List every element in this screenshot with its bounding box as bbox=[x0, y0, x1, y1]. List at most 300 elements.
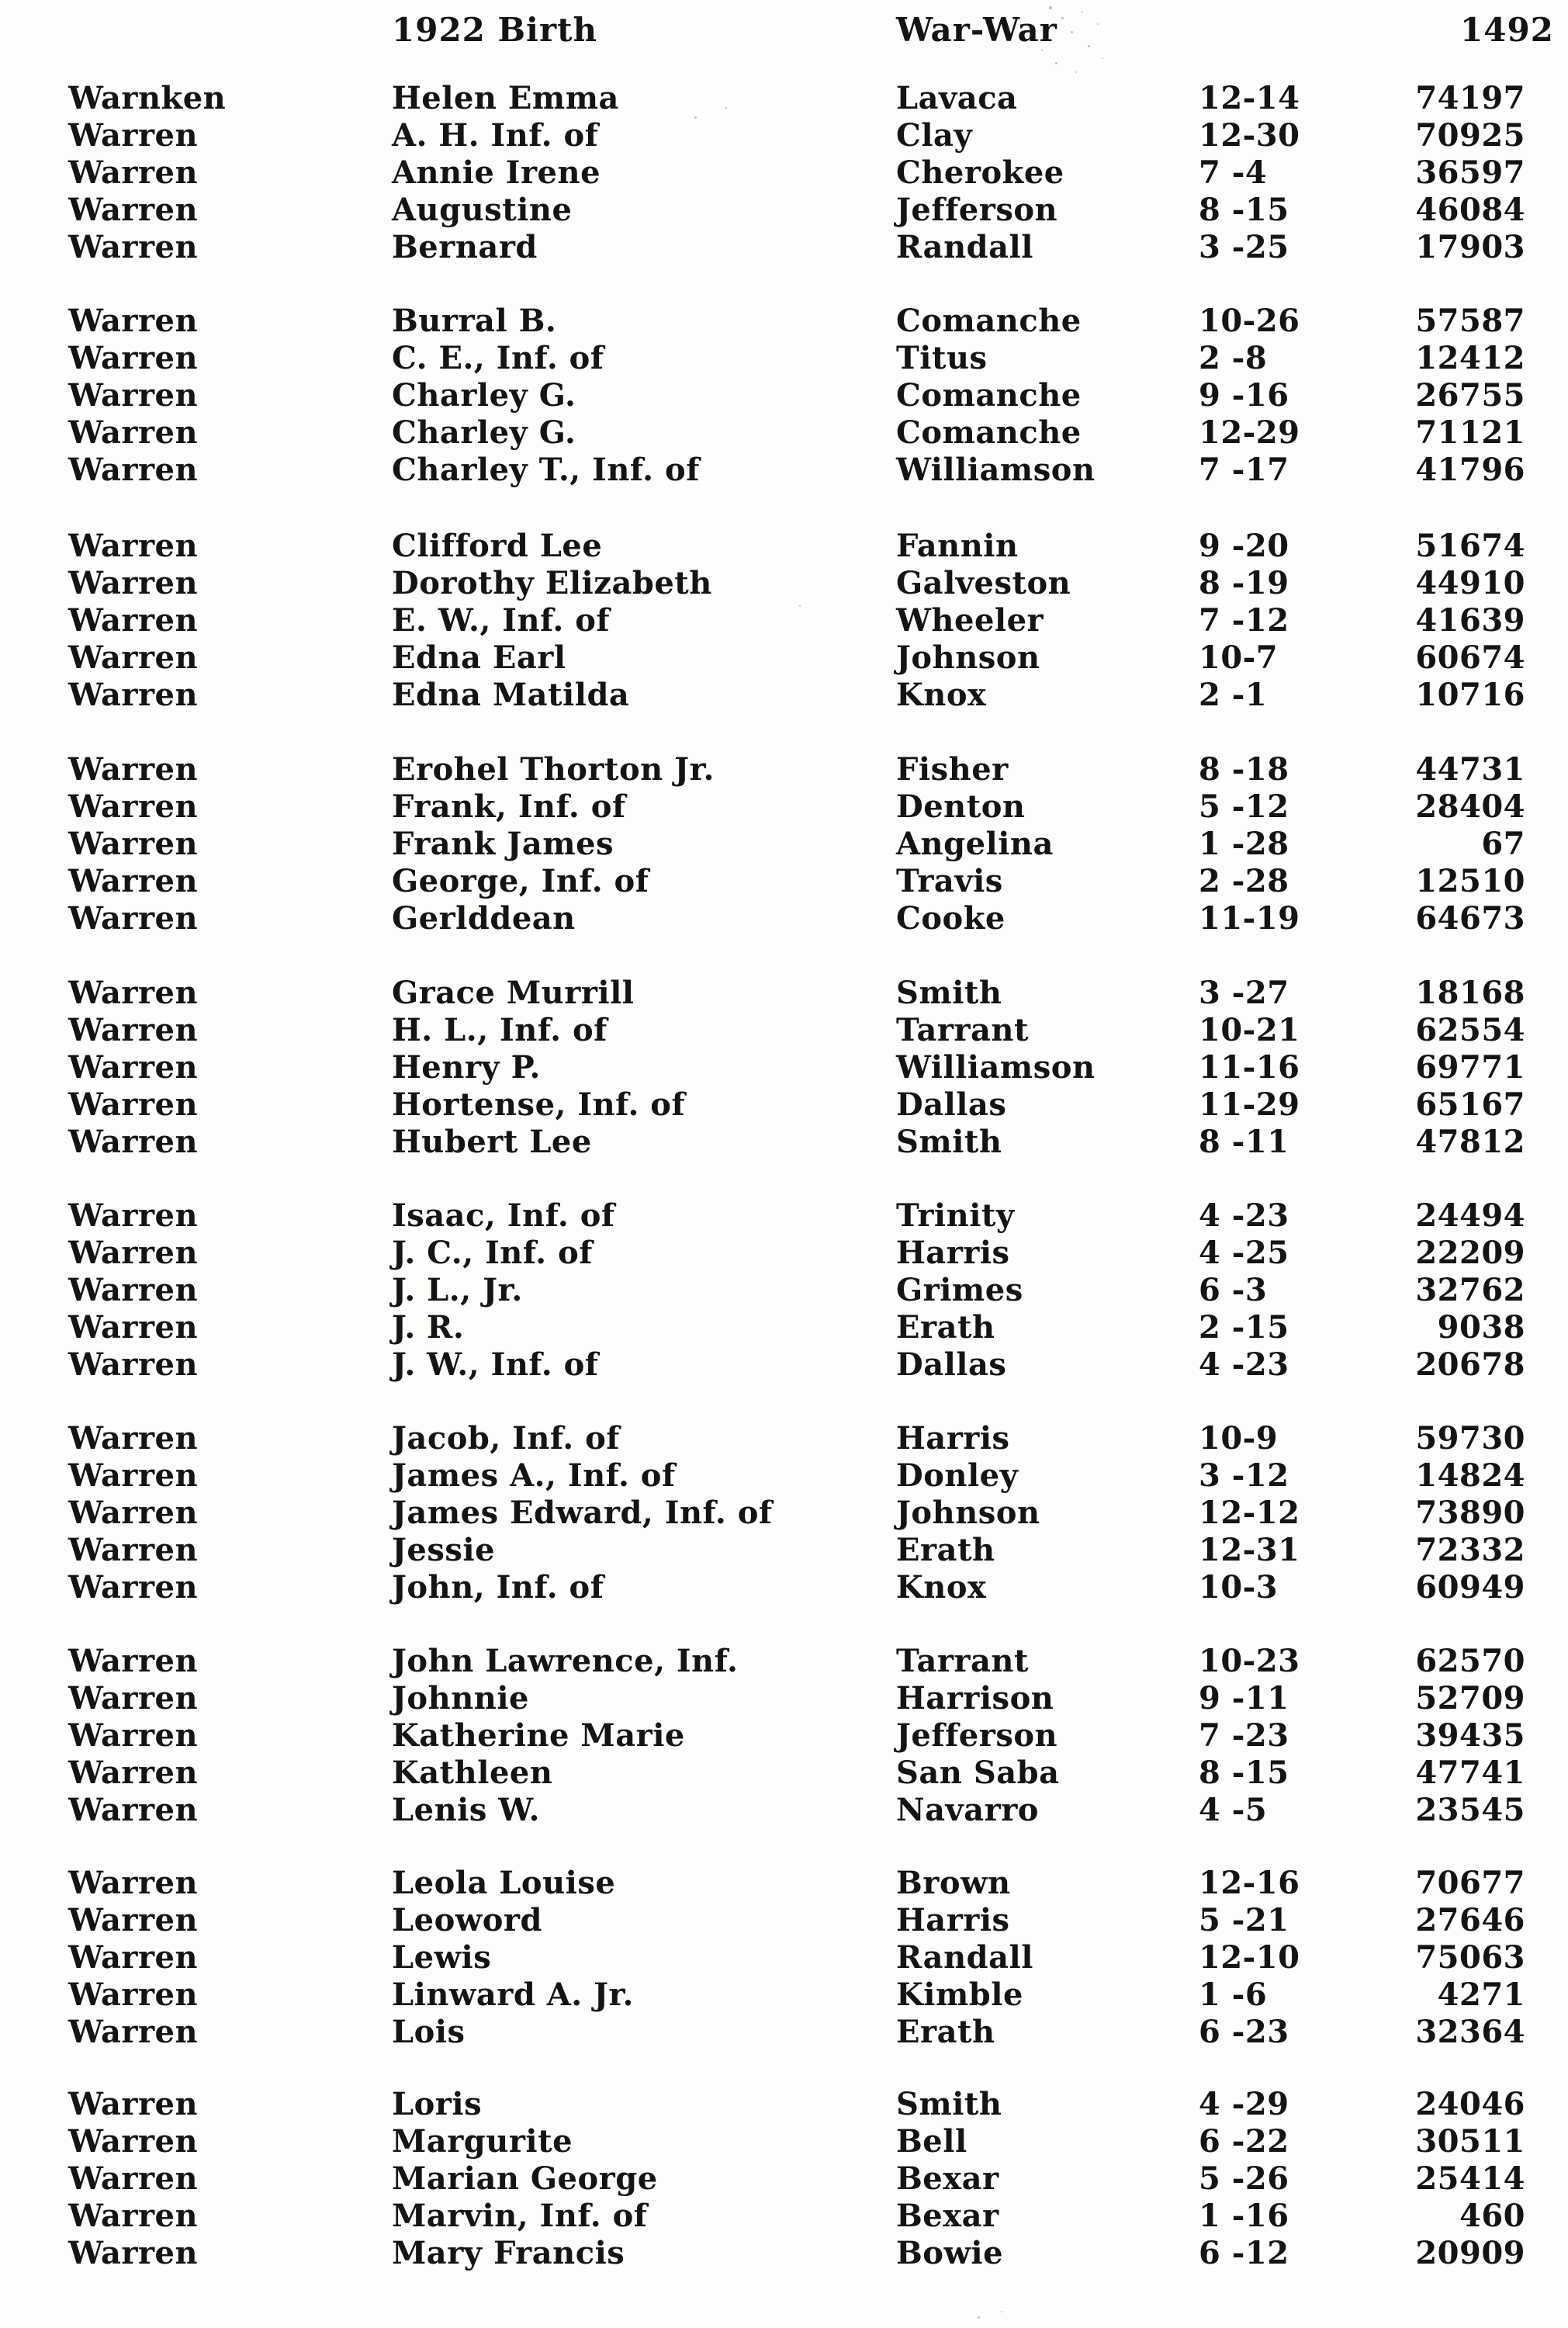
county-cell: Comanche bbox=[896, 414, 1082, 451]
certificate-number-cell: 65167 bbox=[1415, 1086, 1525, 1123]
given-name-cell: H. L., Inf. of bbox=[392, 1012, 607, 1048]
certificate-number-cell: 70925 bbox=[1415, 117, 1525, 154]
county-cell: Wheeler bbox=[896, 602, 1044, 639]
table-row bbox=[0, 565, 1568, 602]
date-cell: 3 -25 bbox=[1199, 229, 1289, 265]
surname-cell: Warren bbox=[68, 1755, 199, 1791]
table-row bbox=[0, 1902, 1568, 1939]
county-cell: Travis bbox=[896, 863, 1003, 899]
given-name-cell: Loris bbox=[392, 2086, 483, 2122]
county-cell: Bexar bbox=[896, 2160, 999, 2197]
given-name-cell: John Lawrence, Inf. bbox=[392, 1643, 739, 1679]
surname-cell: Warren bbox=[68, 1865, 199, 1901]
certificate-number-cell: 30511 bbox=[1415, 2123, 1525, 2160]
surname-cell: Warren bbox=[68, 2123, 199, 2160]
given-name-cell: Kathleen bbox=[392, 1755, 553, 1791]
date-cell: 4 -5 bbox=[1199, 1792, 1268, 1828]
date-cell: 2 -28 bbox=[1199, 863, 1289, 899]
county-cell: Trinity bbox=[896, 1197, 1015, 1234]
county-cell: Smith bbox=[896, 2086, 1002, 2122]
record-group bbox=[0, 1643, 1568, 1829]
table-row bbox=[0, 1124, 1568, 1161]
given-name-cell: Edna Earl bbox=[392, 639, 566, 676]
surname-cell: Warren bbox=[68, 2160, 199, 2197]
certificate-number-cell: 24494 bbox=[1415, 1197, 1525, 1234]
table-row bbox=[0, 414, 1568, 452]
certificate-number-cell: 73890 bbox=[1415, 1495, 1525, 1531]
date-cell: 6 -22 bbox=[1199, 2123, 1289, 2160]
surname-cell: Warnken bbox=[68, 80, 227, 116]
certificate-number-cell: 18168 bbox=[1415, 975, 1525, 1011]
table-row bbox=[0, 528, 1568, 565]
surname-cell: Warren bbox=[68, 229, 199, 265]
surname-cell: Warren bbox=[68, 788, 199, 825]
date-cell: 10-26 bbox=[1199, 303, 1300, 339]
given-name-cell: Hubert Lee bbox=[392, 1124, 592, 1160]
county-cell: Grimes bbox=[896, 1272, 1023, 1308]
certificate-number-cell: 59730 bbox=[1415, 1420, 1525, 1457]
given-name-cell: Helen Emma bbox=[392, 80, 619, 116]
date-cell: 12-12 bbox=[1199, 1495, 1300, 1531]
record-group bbox=[0, 975, 1568, 1161]
table-row bbox=[0, 751, 1568, 788]
county-cell: Bexar bbox=[896, 2198, 999, 2234]
table-row bbox=[0, 154, 1568, 192]
date-cell: 12-10 bbox=[1199, 1939, 1300, 1976]
county-cell: Brown bbox=[896, 1865, 1011, 1901]
county-cell: Angelina bbox=[896, 826, 1054, 862]
record-group bbox=[0, 2086, 1568, 2272]
surname-cell: Warren bbox=[68, 1086, 199, 1123]
surname-cell: Warren bbox=[68, 1012, 199, 1048]
surname-cell: Warren bbox=[68, 1792, 199, 1828]
date-cell: 7 -4 bbox=[1199, 154, 1268, 191]
certificate-number-cell: 46084 bbox=[1415, 192, 1525, 228]
date-cell: 7 -23 bbox=[1199, 1717, 1289, 1754]
table-row bbox=[0, 2198, 1568, 2235]
date-cell: 5 -21 bbox=[1199, 1902, 1289, 1938]
date-cell: 3 -12 bbox=[1199, 1457, 1289, 1494]
date-cell: 5 -26 bbox=[1199, 2160, 1289, 2197]
table-row bbox=[0, 303, 1568, 340]
table-row bbox=[0, 788, 1568, 826]
surname-cell: Warren bbox=[68, 1495, 199, 1531]
given-name-cell: Charley T., Inf. of bbox=[392, 452, 700, 488]
given-name-cell: Johnnie bbox=[392, 1680, 529, 1717]
table-row bbox=[0, 377, 1568, 414]
table-row bbox=[0, 2123, 1568, 2160]
county-cell: Kimble bbox=[896, 1976, 1023, 2013]
given-name-cell: Isaac, Inf. of bbox=[392, 1197, 615, 1234]
surname-cell: Warren bbox=[68, 2086, 199, 2122]
table-row bbox=[0, 1569, 1568, 1606]
county-cell: Clay bbox=[896, 117, 973, 154]
certificate-number-cell: 24046 bbox=[1415, 2086, 1525, 2122]
date-cell: 10-7 bbox=[1199, 639, 1279, 676]
table-row bbox=[0, 1792, 1568, 1829]
county-cell: Jefferson bbox=[896, 192, 1058, 228]
record-group bbox=[0, 1420, 1568, 1606]
surname-cell: Warren bbox=[68, 1569, 199, 1606]
certificate-number-cell: 28404 bbox=[1415, 788, 1525, 825]
given-name-cell: Lenis W. bbox=[392, 1792, 540, 1828]
table-row bbox=[0, 1346, 1568, 1384]
date-cell: 4 -23 bbox=[1199, 1197, 1289, 1234]
record-group bbox=[0, 751, 1568, 937]
table-row bbox=[0, 452, 1568, 489]
table-row bbox=[0, 1012, 1568, 1049]
given-name-cell: Mary Francis bbox=[392, 2235, 625, 2271]
date-cell: 6 -3 bbox=[1199, 1272, 1268, 1308]
county-cell: Navarro bbox=[896, 1792, 1039, 1828]
county-cell: Lavaca bbox=[896, 80, 1018, 116]
date-cell: 11-19 bbox=[1199, 900, 1300, 937]
date-cell: 12-29 bbox=[1199, 414, 1300, 451]
surname-cell: Warren bbox=[68, 1643, 199, 1679]
certificate-number-cell: 27646 bbox=[1415, 1902, 1525, 1938]
certificate-number-cell: 60949 bbox=[1415, 1569, 1525, 1606]
table-row bbox=[0, 1272, 1568, 1309]
county-cell: Smith bbox=[896, 975, 1002, 1011]
table-row bbox=[0, 2014, 1568, 2051]
table-row bbox=[0, 863, 1568, 900]
certificate-number-cell: 12412 bbox=[1415, 340, 1525, 376]
date-cell: 10-9 bbox=[1199, 1420, 1279, 1457]
date-cell: 10-21 bbox=[1199, 1012, 1300, 1048]
surname-cell: Warren bbox=[68, 1902, 199, 1938]
county-cell: Harrison bbox=[896, 1680, 1054, 1717]
record-group bbox=[0, 528, 1568, 714]
surname-cell: Warren bbox=[68, 303, 199, 339]
table-row bbox=[0, 1643, 1568, 1680]
record-group bbox=[0, 303, 1568, 489]
certificate-number-cell: 69771 bbox=[1415, 1049, 1525, 1086]
county-cell: Dallas bbox=[896, 1086, 1007, 1123]
surname-cell: Warren bbox=[68, 117, 199, 154]
given-name-cell: Marian George bbox=[392, 2160, 658, 2197]
certificate-number-cell: 72332 bbox=[1415, 1532, 1525, 1568]
surname-cell: Warren bbox=[68, 751, 199, 788]
given-name-cell: Katherine Marie bbox=[392, 1717, 685, 1754]
given-name-cell: Jacob, Inf. of bbox=[392, 1420, 621, 1457]
table-row bbox=[0, 192, 1568, 229]
given-name-cell: Annie Irene bbox=[392, 154, 601, 191]
surname-cell: Warren bbox=[68, 1272, 199, 1308]
given-name-cell: George, Inf. of bbox=[392, 863, 649, 899]
surname-cell: Warren bbox=[68, 1049, 199, 1086]
certificate-number-cell: 57587 bbox=[1415, 303, 1525, 339]
certificate-number-cell: 52709 bbox=[1415, 1680, 1525, 1717]
table-row bbox=[0, 2086, 1568, 2123]
certificate-number-cell: 23545 bbox=[1415, 1792, 1525, 1828]
table-row bbox=[0, 229, 1568, 266]
given-name-cell: Bernard bbox=[392, 229, 538, 265]
surname-cell: Warren bbox=[68, 677, 199, 713]
header-name-range: War-War bbox=[896, 11, 1057, 49]
surname-cell: Warren bbox=[68, 1309, 199, 1346]
date-cell: 12-16 bbox=[1199, 1865, 1300, 1901]
given-name-cell: Leola Louise bbox=[392, 1865, 616, 1901]
county-cell: Cooke bbox=[896, 900, 1006, 937]
surname-cell: Warren bbox=[68, 1235, 199, 1271]
certificate-number-cell: 460 bbox=[1459, 2198, 1525, 2234]
surname-cell: Warren bbox=[68, 900, 199, 937]
table-row bbox=[0, 1680, 1568, 1717]
date-cell: 9 -20 bbox=[1199, 528, 1289, 564]
certificate-number-cell: 64673 bbox=[1415, 900, 1525, 937]
county-cell: Williamson bbox=[896, 1049, 1096, 1086]
given-name-cell: Margurite bbox=[392, 2123, 573, 2160]
table-row bbox=[0, 1976, 1568, 2014]
table-row bbox=[0, 1755, 1568, 1792]
county-cell: Fisher bbox=[896, 751, 1009, 788]
county-cell: Williamson bbox=[896, 452, 1096, 488]
county-cell: Randall bbox=[896, 229, 1033, 265]
certificate-number-cell: 62554 bbox=[1415, 1012, 1525, 1048]
county-cell: Cherokee bbox=[896, 154, 1064, 191]
surname-cell: Warren bbox=[68, 192, 199, 228]
certificate-number-cell: 25414 bbox=[1415, 2160, 1525, 2197]
given-name-cell: Charley G. bbox=[392, 377, 576, 414]
date-cell: 10-23 bbox=[1199, 1643, 1300, 1679]
given-name-cell: Leoword bbox=[392, 1902, 542, 1938]
county-cell: Comanche bbox=[896, 377, 1082, 414]
date-cell: 1 -6 bbox=[1199, 1976, 1268, 2013]
surname-cell: Warren bbox=[68, 1346, 199, 1383]
certificate-number-cell: 44910 bbox=[1415, 565, 1525, 601]
table-row bbox=[0, 639, 1568, 677]
date-cell: 12-31 bbox=[1199, 1532, 1300, 1568]
given-name-cell: A. H. Inf. of bbox=[392, 117, 599, 154]
date-cell: 3 -27 bbox=[1199, 975, 1289, 1011]
table-row bbox=[0, 826, 1568, 863]
table-row bbox=[0, 1495, 1568, 1532]
certificate-number-cell: 20678 bbox=[1415, 1346, 1525, 1383]
date-cell: 12-14 bbox=[1199, 80, 1300, 116]
certificate-number-cell: 10716 bbox=[1415, 677, 1525, 713]
date-cell: 9 -16 bbox=[1199, 377, 1289, 414]
given-name-cell: C. E., Inf. of bbox=[392, 340, 604, 376]
given-name-cell: Henry P. bbox=[392, 1049, 541, 1086]
county-cell: Harris bbox=[896, 1902, 1010, 1938]
date-cell: 10-3 bbox=[1199, 1569, 1279, 1606]
certificate-number-cell: 17903 bbox=[1415, 229, 1525, 265]
certificate-number-cell: 62570 bbox=[1415, 1643, 1525, 1679]
date-cell: 7 -12 bbox=[1199, 602, 1289, 639]
surname-cell: Warren bbox=[68, 565, 199, 601]
table-row bbox=[0, 80, 1568, 117]
county-cell: Erath bbox=[896, 1309, 995, 1346]
county-cell: Comanche bbox=[896, 303, 1082, 339]
county-cell: Titus bbox=[896, 340, 988, 376]
date-cell: 5 -12 bbox=[1199, 788, 1289, 825]
county-cell: Galveston bbox=[896, 565, 1071, 601]
given-name-cell: Frank, Inf. of bbox=[392, 788, 626, 825]
certificate-number-cell: 14824 bbox=[1415, 1457, 1525, 1494]
given-name-cell: J. L., Jr. bbox=[392, 1272, 523, 1308]
county-cell: Johnson bbox=[896, 1495, 1040, 1531]
county-cell: Knox bbox=[896, 677, 987, 713]
table-row bbox=[0, 1086, 1568, 1124]
given-name-cell: Hortense, Inf. of bbox=[392, 1086, 686, 1123]
surname-cell: Warren bbox=[68, 639, 199, 676]
given-name-cell: James Edward, Inf. of bbox=[392, 1495, 773, 1531]
certificate-number-cell: 60674 bbox=[1415, 639, 1525, 676]
surname-cell: Warren bbox=[68, 1420, 199, 1457]
given-name-cell: Dorothy Elizabeth bbox=[392, 565, 712, 601]
date-cell: 7 -17 bbox=[1199, 452, 1289, 488]
table-row bbox=[0, 900, 1568, 937]
county-cell: Erath bbox=[896, 1532, 995, 1568]
certificate-number-cell: 47812 bbox=[1415, 1124, 1525, 1160]
given-name-cell: Lewis bbox=[392, 1939, 492, 1976]
certificate-number-cell: 41796 bbox=[1415, 452, 1525, 488]
surname-cell: Warren bbox=[68, 377, 199, 414]
given-name-cell: Grace Murrill bbox=[392, 975, 635, 1011]
surname-cell: Warren bbox=[68, 1457, 199, 1494]
record-group bbox=[0, 1197, 1568, 1384]
table-row bbox=[0, 1532, 1568, 1569]
county-cell: Johnson bbox=[896, 639, 1040, 676]
date-cell: 8 -15 bbox=[1199, 192, 1289, 228]
table-row bbox=[0, 1939, 1568, 1976]
county-cell: Harris bbox=[896, 1420, 1010, 1457]
given-name-cell: James A., Inf. of bbox=[392, 1457, 676, 1494]
table-row bbox=[0, 602, 1568, 639]
date-cell: 8 -19 bbox=[1199, 565, 1289, 601]
certificate-number-cell: 4271 bbox=[1437, 1976, 1525, 2013]
county-cell: Smith bbox=[896, 1124, 1002, 1160]
table-row bbox=[0, 1197, 1568, 1235]
date-cell: 1 -28 bbox=[1199, 826, 1289, 862]
certificate-number-cell: 75063 bbox=[1415, 1939, 1525, 1976]
county-cell: Dallas bbox=[896, 1346, 1007, 1383]
given-name-cell: Augustine bbox=[392, 192, 573, 228]
record-group bbox=[0, 80, 1568, 266]
county-cell: San Saba bbox=[896, 1755, 1060, 1791]
table-row bbox=[0, 1049, 1568, 1086]
county-cell: Bowie bbox=[896, 2235, 1004, 2271]
certificate-number-cell: 32364 bbox=[1415, 2014, 1525, 2050]
table-row bbox=[0, 117, 1568, 154]
county-cell: Tarrant bbox=[896, 1012, 1029, 1048]
certificate-number-cell: 39435 bbox=[1415, 1717, 1525, 1754]
surname-cell: Warren bbox=[68, 1532, 199, 1568]
county-cell: Fannin bbox=[896, 528, 1019, 564]
date-cell: 8 -15 bbox=[1199, 1755, 1289, 1791]
given-name-cell: E. W., Inf. of bbox=[392, 602, 611, 639]
date-cell: 4 -25 bbox=[1199, 1235, 1289, 1271]
table-row bbox=[0, 677, 1568, 714]
certificate-number-cell: 70677 bbox=[1415, 1865, 1525, 1901]
surname-cell: Warren bbox=[68, 2014, 199, 2050]
given-name-cell: J. C., Inf. of bbox=[392, 1235, 593, 1271]
surname-cell: Warren bbox=[68, 1197, 199, 1234]
date-cell: 1 -16 bbox=[1199, 2198, 1289, 2234]
county-cell: Randall bbox=[896, 1939, 1033, 1976]
date-cell: 6 -12 bbox=[1199, 2235, 1289, 2271]
surname-cell: Warren bbox=[68, 1680, 199, 1717]
given-name-cell: Erohel Thorton Jr. bbox=[392, 751, 715, 788]
date-cell: 4 -29 bbox=[1199, 2086, 1289, 2122]
given-name-cell: Gerlddean bbox=[392, 900, 576, 937]
date-cell: 9 -11 bbox=[1199, 1680, 1289, 1717]
table-row bbox=[0, 975, 1568, 1012]
date-cell: 2 -1 bbox=[1199, 677, 1268, 713]
certificate-number-cell: 47741 bbox=[1415, 1755, 1525, 1791]
certificate-number-cell: 71121 bbox=[1415, 414, 1525, 451]
table-row bbox=[0, 2160, 1568, 2198]
date-cell: 12-30 bbox=[1199, 117, 1300, 154]
table-row bbox=[0, 2235, 1568, 2272]
county-cell: Knox bbox=[896, 1569, 987, 1606]
table-row bbox=[0, 1457, 1568, 1495]
certificate-number-cell: 44731 bbox=[1415, 751, 1525, 788]
surname-cell: Warren bbox=[68, 528, 199, 564]
surname-cell: Warren bbox=[68, 863, 199, 899]
certificate-number-cell: 67 bbox=[1481, 826, 1525, 862]
given-name-cell: Burral B. bbox=[392, 303, 557, 339]
county-cell: Bell bbox=[896, 2123, 967, 2160]
table-row bbox=[0, 1420, 1568, 1457]
table-row bbox=[0, 1309, 1568, 1346]
date-cell: 2 -15 bbox=[1199, 1309, 1289, 1346]
table-row bbox=[0, 1717, 1568, 1755]
certificate-number-cell: 20909 bbox=[1415, 2235, 1525, 2271]
surname-cell: Warren bbox=[68, 975, 199, 1011]
county-cell: Erath bbox=[896, 2014, 995, 2050]
certificate-number-cell: 51674 bbox=[1415, 528, 1525, 564]
date-cell: 4 -23 bbox=[1199, 1346, 1289, 1383]
surname-cell: Warren bbox=[68, 452, 199, 488]
surname-cell: Warren bbox=[68, 1717, 199, 1754]
date-cell: 2 -8 bbox=[1199, 340, 1268, 376]
surname-cell: Warren bbox=[68, 602, 199, 639]
certificate-number-cell: 32762 bbox=[1415, 1272, 1525, 1308]
given-name-cell: J. W., Inf. of bbox=[392, 1346, 599, 1383]
surname-cell: Warren bbox=[68, 1976, 199, 2013]
given-name-cell: Jessie bbox=[392, 1532, 496, 1568]
given-name-cell: Marvin, Inf. of bbox=[392, 2198, 648, 2234]
table-row bbox=[0, 1865, 1568, 1902]
certificate-number-cell: 9038 bbox=[1437, 1309, 1525, 1346]
certificate-number-cell: 36597 bbox=[1415, 154, 1525, 191]
table-row bbox=[0, 340, 1568, 377]
record-group bbox=[0, 1865, 1568, 2051]
date-cell: 11-29 bbox=[1199, 1086, 1300, 1123]
certificate-number-cell: 41639 bbox=[1415, 602, 1525, 639]
county-cell: Donley bbox=[896, 1457, 1019, 1494]
certificate-number-cell: 26755 bbox=[1415, 377, 1525, 414]
certificate-number-cell: 22209 bbox=[1415, 1235, 1525, 1271]
given-name-cell: Charley G. bbox=[392, 414, 576, 451]
certificate-number-cell: 74197 bbox=[1415, 80, 1525, 116]
given-name-cell: Frank James bbox=[392, 826, 614, 862]
date-cell: 11-16 bbox=[1199, 1049, 1300, 1086]
county-cell: Tarrant bbox=[896, 1643, 1029, 1679]
table-row bbox=[0, 1235, 1568, 1272]
county-cell: Jefferson bbox=[896, 1717, 1058, 1754]
given-name-cell: Lois bbox=[392, 2014, 466, 2050]
given-name-cell: John, Inf. of bbox=[392, 1569, 604, 1606]
header-page-number: 1492 bbox=[1460, 11, 1554, 49]
given-name-cell: J. R. bbox=[392, 1309, 465, 1346]
surname-cell: Warren bbox=[68, 414, 199, 451]
surname-cell: Warren bbox=[68, 340, 199, 376]
header-year-type: 1922 Birth bbox=[392, 11, 598, 49]
surname-cell: Warren bbox=[68, 1124, 199, 1160]
county-cell: Harris bbox=[896, 1235, 1010, 1271]
